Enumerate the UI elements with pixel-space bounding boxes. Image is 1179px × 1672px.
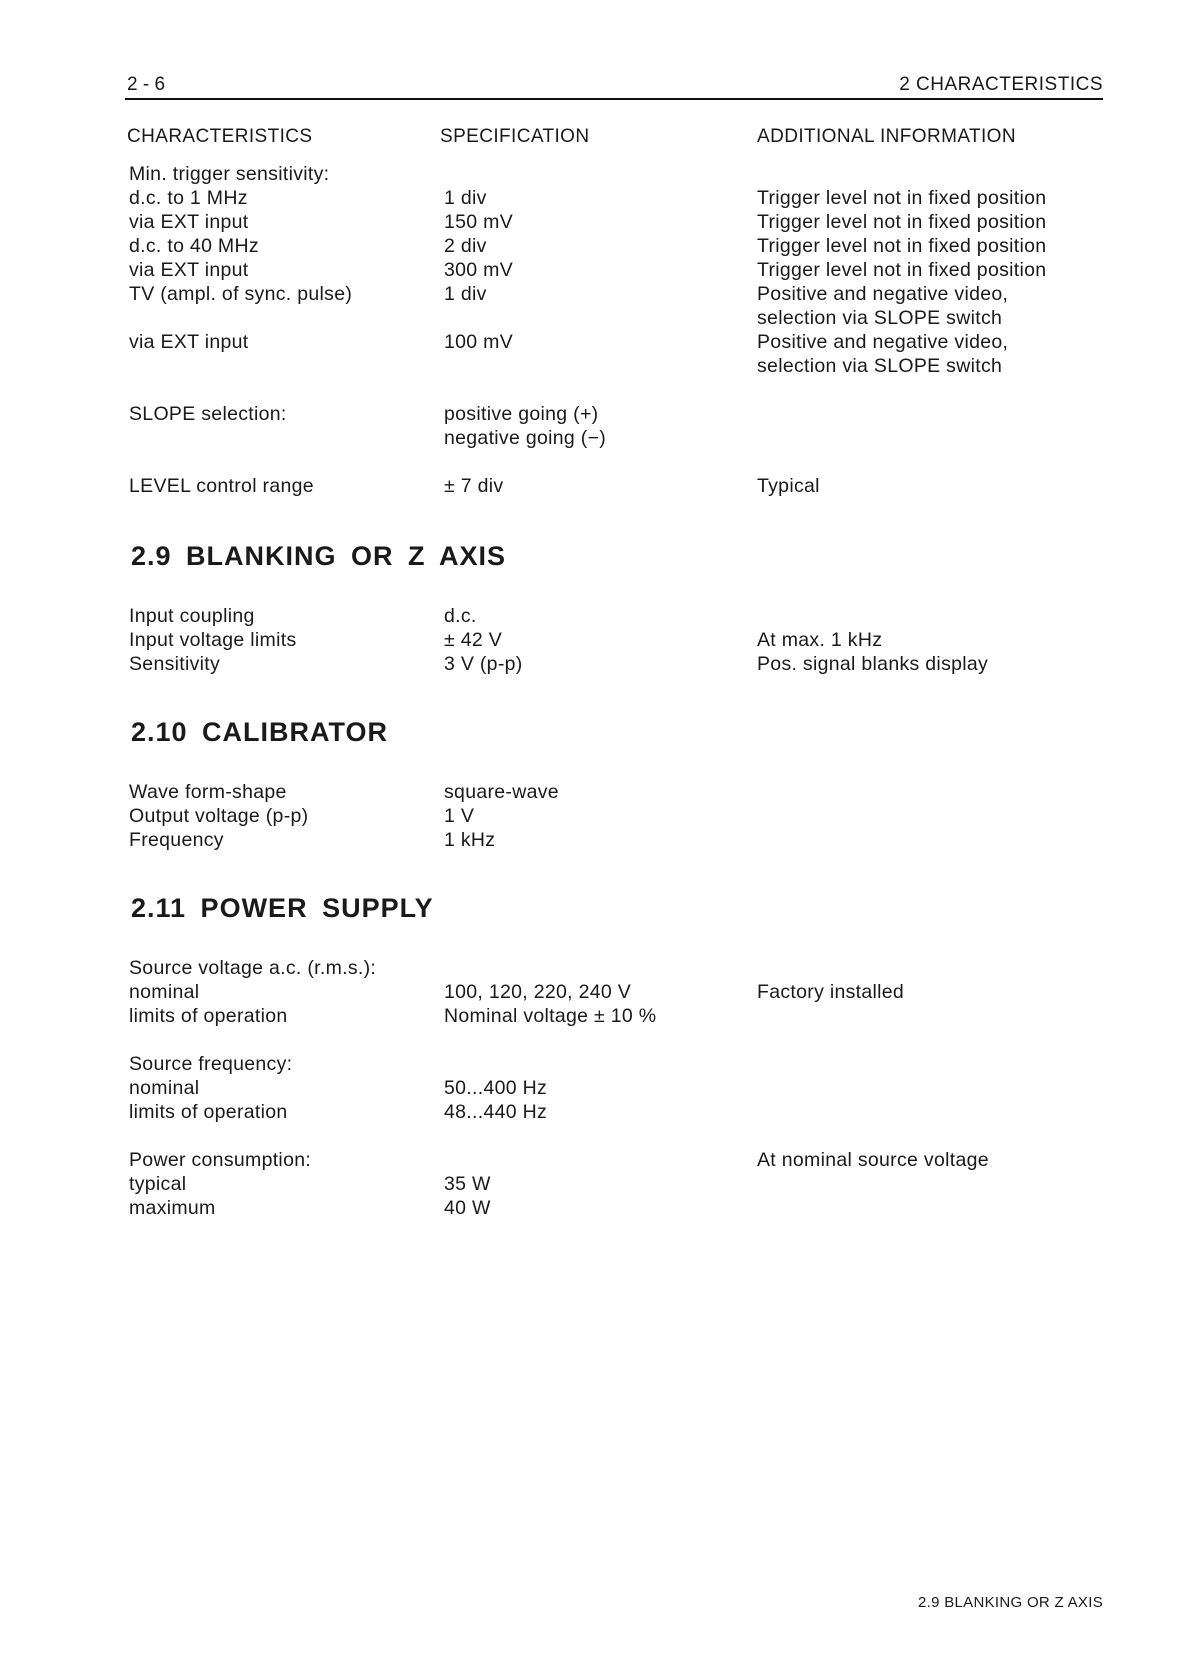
characteristic-cell: Input coupling <box>129 605 255 627</box>
spec-row <box>0 186 1179 210</box>
additional-info-cell: Trigger level not in fixed position <box>757 187 1047 209</box>
spec-row <box>0 258 1179 282</box>
additional-info-cell: Factory installed <box>757 981 905 1003</box>
spec-row <box>0 980 1179 1004</box>
section-title-calibrator: 2.10 CALIBRATOR <box>131 717 389 747</box>
specification-cell: positive going (+) <box>444 403 599 425</box>
characteristic-cell: TV (ampl. of sync. pulse) <box>129 283 353 305</box>
characteristic-cell: via EXT input <box>129 211 249 233</box>
characteristic-cell: Output voltage (p-p) <box>129 805 309 827</box>
spec-row <box>0 828 1179 852</box>
characteristic-cell: nominal <box>129 981 200 1003</box>
additional-info-cell: Pos. signal blanks display <box>757 653 989 675</box>
additional-info-cell: Typical <box>757 475 820 497</box>
specification-cell: 2 div <box>444 235 487 257</box>
characteristic-cell: d.c. to 1 MHz <box>129 187 248 209</box>
characteristic-cell: nominal <box>129 1077 200 1099</box>
additional-info-cell: Trigger level not in fixed position <box>757 211 1047 233</box>
characteristic-cell: Wave form-shape <box>129 781 287 803</box>
additional-info-cell: Trigger level not in fixed position <box>757 259 1047 281</box>
specification-cell: 100 mV <box>444 331 514 353</box>
spec-row <box>0 474 1179 498</box>
characteristic-cell: SLOPE selection: <box>129 403 287 425</box>
additional-info-cell: Positive and negative video, <box>757 331 1009 353</box>
spec-row <box>0 604 1179 628</box>
column-header-additional-information: ADDITIONAL INFORMATION <box>757 126 1016 147</box>
additional-info-cell: selection via SLOPE switch <box>757 355 1003 377</box>
specification-cell: 1 div <box>444 283 487 305</box>
additional-info-cell: At max. 1 kHz <box>757 629 883 651</box>
specification-cell: 50...400 Hz <box>444 1077 548 1099</box>
specification-cell: 1 V <box>444 805 475 827</box>
spec-row <box>0 1076 1179 1100</box>
spec-row <box>0 804 1179 828</box>
specification-cell: negative going (−) <box>444 427 607 449</box>
characteristic-cell: Power consumption: <box>129 1149 312 1171</box>
spec-row <box>0 354 1179 378</box>
spec-row <box>0 652 1179 676</box>
specification-cell: 1 kHz <box>444 829 496 851</box>
spec-row <box>0 1100 1179 1124</box>
column-header-characteristics: CHARACTERISTICS <box>127 126 313 147</box>
footer-section-reference: 2.9 BLANKING OR Z AXIS <box>918 1594 1103 1611</box>
spec-row <box>0 402 1179 426</box>
characteristic-cell: limits of operation <box>129 1101 288 1123</box>
characteristic-cell: Source voltage a.c. (r.m.s.): <box>129 957 377 979</box>
characteristic-cell: via EXT input <box>129 331 249 353</box>
characteristic-cell: Min. trigger sensitivity: <box>129 163 330 185</box>
spec-row <box>0 426 1179 450</box>
page-number: 2 - 6 <box>127 74 166 95</box>
additional-info-cell: Positive and negative video, <box>757 283 1009 305</box>
specification-cell: 35 W <box>444 1173 491 1195</box>
spec-row <box>0 1172 1179 1196</box>
section-title-blanking: 2.9 BLANKING OR Z AXIS <box>131 541 507 571</box>
spec-row <box>0 1052 1179 1076</box>
characteristic-cell: d.c. to 40 MHz <box>129 235 259 257</box>
spec-row <box>0 1196 1179 1220</box>
specification-cell: ± 7 div <box>444 475 504 497</box>
additional-info-cell: Trigger level not in fixed position <box>757 235 1047 257</box>
section-title-power-supply: 2.11 POWER SUPPLY <box>131 893 434 923</box>
specification-cell: 300 mV <box>444 259 514 281</box>
specification-cell: 40 W <box>444 1197 491 1219</box>
column-header-specification: SPECIFICATION <box>440 126 590 147</box>
additional-info-cell: selection via SLOPE switch <box>757 307 1003 329</box>
characteristic-cell: typical <box>129 1173 187 1195</box>
characteristic-cell: Input voltage limits <box>129 629 297 651</box>
characteristic-cell: Source frequency: <box>129 1053 293 1075</box>
specification-cell: 1 div <box>444 187 487 209</box>
spec-row <box>0 780 1179 804</box>
characteristic-cell: maximum <box>129 1197 216 1219</box>
characteristic-cell: limits of operation <box>129 1005 288 1027</box>
specification-cell: 48...440 Hz <box>444 1101 548 1123</box>
spec-row <box>0 330 1179 354</box>
specification-cell: 100, 120, 220, 240 V <box>444 981 632 1003</box>
header-rule <box>125 98 1103 100</box>
spec-row <box>0 234 1179 258</box>
chapter-title: 2 CHARACTERISTICS <box>899 74 1103 95</box>
specification-cell: 150 mV <box>444 211 514 233</box>
specification-cell: d.c. <box>444 605 477 627</box>
characteristic-cell: LEVEL control range <box>129 475 314 497</box>
spec-row <box>0 162 1179 186</box>
spec-row <box>0 1004 1179 1028</box>
spec-row <box>0 956 1179 980</box>
spec-row <box>0 628 1179 652</box>
additional-info-cell: At nominal source voltage <box>757 1149 989 1171</box>
specification-cell: 3 V (p-p) <box>444 653 523 675</box>
characteristic-cell: Sensitivity <box>129 653 221 675</box>
characteristic-cell: via EXT input <box>129 259 249 281</box>
spec-row <box>0 1148 1179 1172</box>
specification-cell: Nominal voltage ± 10 % <box>444 1005 657 1027</box>
spec-row <box>0 282 1179 306</box>
spec-row <box>0 306 1179 330</box>
spec-row <box>0 210 1179 234</box>
characteristic-cell: Frequency <box>129 829 224 851</box>
specification-cell: square-wave <box>444 781 559 803</box>
specification-cell: ± 42 V <box>444 629 503 651</box>
